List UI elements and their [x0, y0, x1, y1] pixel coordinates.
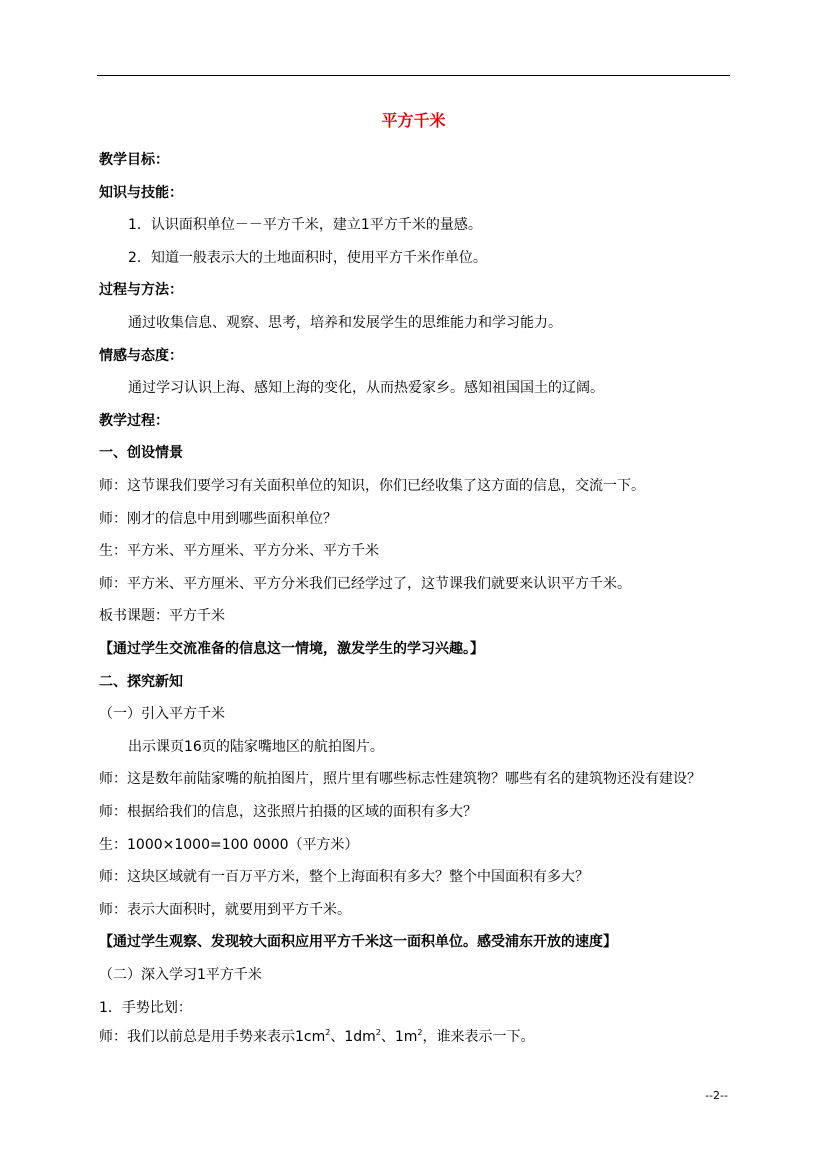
page-number: --2--	[705, 1089, 728, 1102]
header-rule	[97, 75, 730, 76]
body-line: 师：表示大面积时，就要用到平方千米。	[99, 902, 351, 918]
body-line: 板书课题：平方千米	[99, 608, 225, 624]
last-line-dm: 、1dm	[330, 1029, 376, 1045]
body-line: 出示课页16页的陆家嘴地区的航拍图片。	[128, 739, 384, 755]
body-line: 情感与态度：	[99, 348, 183, 364]
body-line-last	[99, 1027, 535, 1047]
document-title: 平方千米	[381, 111, 446, 130]
last-line-m: 、1m	[380, 1029, 418, 1045]
body-line: 【通过学生观察、发现较大面积应用平方千米这一面积单位。感受浦东开放的速度】	[99, 934, 617, 950]
body-line: 一、创设情景	[99, 445, 183, 461]
body-line: 师：平方米、平方厘米、平方分米我们已经学过了，这节课我们就要来认识平方千米。	[99, 576, 631, 592]
body-line: 2．知道一般表示大的土地面积时，使用平方千米作单位。	[128, 250, 487, 266]
body-line: 1．手势比划：	[99, 1000, 192, 1016]
superscript-2: 2	[375, 1028, 381, 1037]
superscript-2: 2	[325, 1028, 331, 1037]
body-line: 过程与方法：	[99, 282, 183, 298]
body-line: 1．认识面积单位－－平方千米，建立1平方千米的量感。	[128, 217, 482, 233]
superscript-2: 2	[417, 1028, 423, 1037]
body-line: 生：平方米、平方厘米、平方分米、平方千米	[99, 543, 379, 559]
body-line: 通过收集信息、观察、思考，培养和发展学生的思维能力和学习能力。	[128, 315, 562, 331]
body-line: 师：这是数年前陆家嘴的航拍图片，照片里有哪些标志性建筑物？哪些有名的建筑物还没有建设？	[99, 771, 701, 787]
body-line: 师：刚才的信息中用到哪些面积单位？	[99, 511, 337, 527]
body-line: 【通过学生交流准备的信息这一情境，激发学生的学习兴趣。】	[99, 641, 484, 657]
body-line: 教学目标：	[99, 152, 169, 168]
body-line: 师：这节课我们要学习有关面积单位的知识，你们已经收集了这方面的信息，交流一下。	[99, 478, 645, 494]
body-line: （一）引入平方千米	[99, 706, 225, 722]
body-line: 生：1000×1000=100 0000（平方米）	[99, 837, 359, 853]
body-line: 知识与技能：	[99, 185, 183, 201]
last-line-suffix: ，谁来表示一下。	[422, 1029, 535, 1045]
body-line: （二）深入学习1平方千米	[99, 967, 262, 983]
body-line: 师：根据给我们的信息，这张照片拍摄的区域的面积有多大？	[99, 804, 477, 820]
body-line: 师：这块区域就有一百万平方米，整个上海面积有多大？整个中国面积有多大？	[99, 869, 589, 885]
body-line: 二、探究新知	[99, 674, 183, 690]
body-line: 教学过程：	[99, 413, 169, 429]
body-line: 通过学习认识上海、感知上海的变化，从而热爱家乡。感知祖国国土的辽阔。	[128, 380, 604, 396]
last-line-prefix: 师：我们以前总是用手势来表示1cm	[99, 1029, 326, 1045]
